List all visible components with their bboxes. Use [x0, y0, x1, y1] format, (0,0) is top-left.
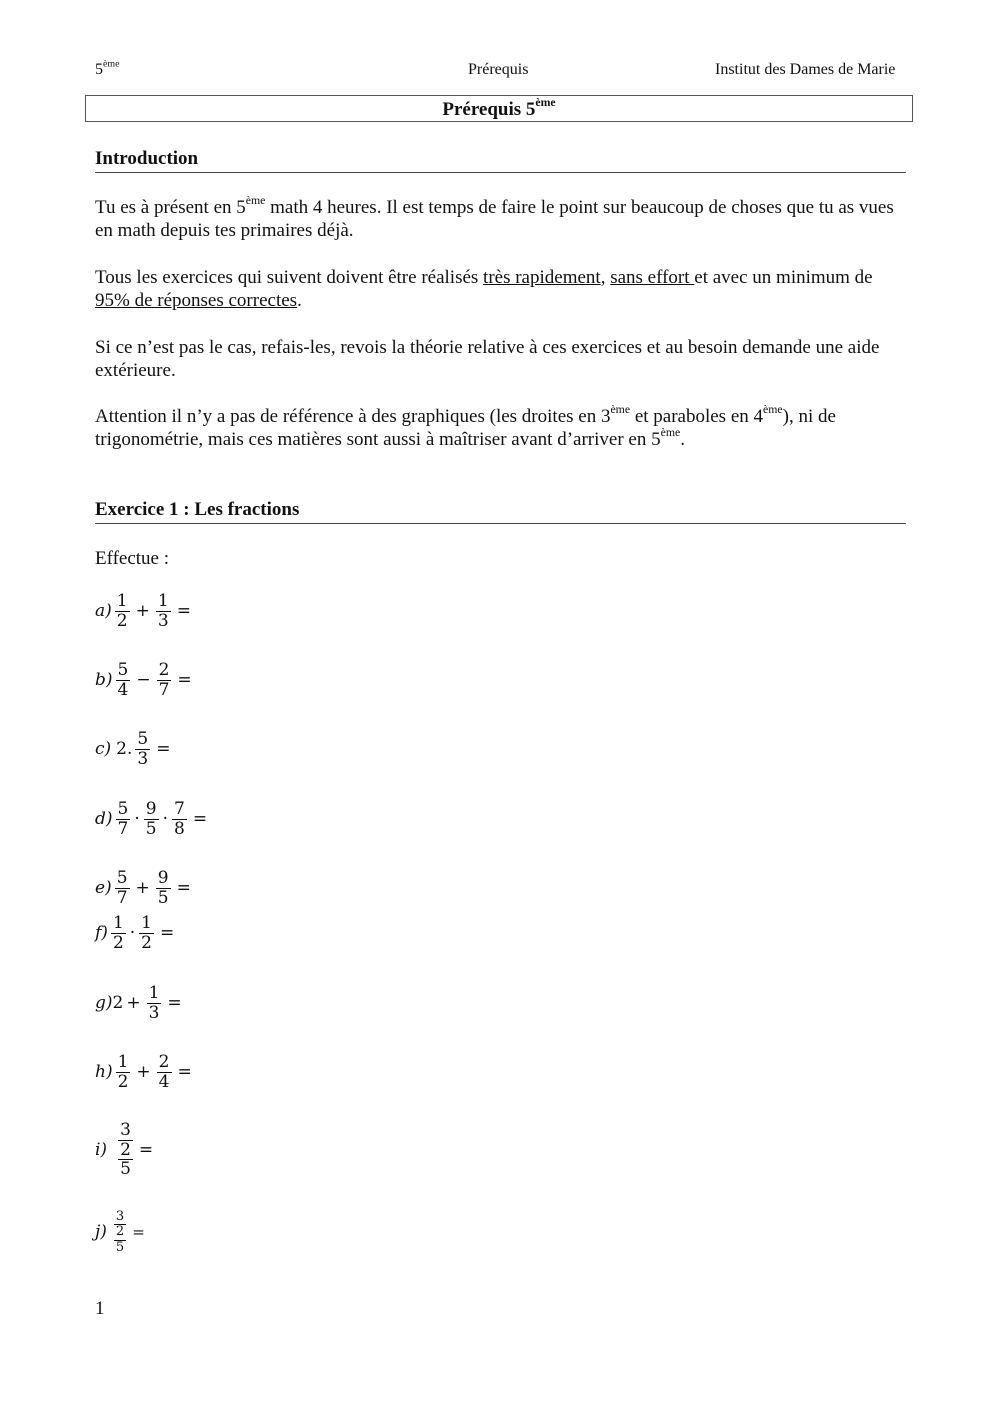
- numerator: 2: [158, 1052, 170, 1072]
- denominator: 2: [120, 1139, 131, 1160]
- item-label: i): [95, 1140, 108, 1161]
- equals-sign: =: [138, 1140, 154, 1161]
- equals-sign: =: [160, 923, 175, 944]
- operator: ·: [162, 809, 168, 830]
- fraction: [172, 800, 187, 838]
- operator: −: [136, 670, 151, 691]
- numerator: 1: [116, 591, 128, 611]
- item-label: g): [95, 993, 113, 1014]
- numerator: 5: [117, 799, 129, 819]
- item-label: b): [95, 670, 113, 691]
- denominator: 5: [145, 818, 157, 839]
- p4-sup-3: ème: [660, 426, 681, 440]
- item-label: a): [95, 601, 112, 622]
- page-number: 1: [95, 1298, 105, 1319]
- header-center: Prérequis: [468, 61, 529, 78]
- whole-number: 2.: [116, 739, 133, 760]
- intro-paragraph-3: Si ce n’est pas le cas, refais-les, revois la théorie relative à ces exercices et au besoin demande une aide extérieure.: [95, 337, 880, 381]
- exercise-item-f: [95, 914, 177, 952]
- equals-sign: =: [177, 1062, 192, 1083]
- header-level: [95, 58, 120, 79]
- header-right: Institut des Dames de Marie: [715, 61, 896, 78]
- item-label: f): [95, 923, 108, 944]
- p1-sup: ème: [245, 194, 266, 208]
- denominator: 2: [112, 932, 124, 953]
- p4-sup-1: ème: [610, 403, 631, 417]
- numerator: 7: [173, 799, 185, 819]
- operator: ·: [129, 923, 136, 944]
- fraction: [144, 800, 159, 838]
- p1-text-b: math 4 heures. Il est temps de faire le point sur beaucoup de choses que tu as vues en math depuis tes primaires déjà.: [95, 197, 894, 241]
- intro-paragraph-1: [95, 196, 910, 242]
- equals-sign: =: [176, 601, 191, 622]
- fraction: [139, 914, 154, 952]
- p2-text-b: ,: [600, 267, 611, 288]
- fraction: [115, 869, 130, 907]
- item-label: e): [95, 878, 112, 899]
- denominator: 3: [148, 1002, 160, 1023]
- denominator: 2: [116, 610, 128, 631]
- intro-heading: Introduction: [95, 148, 906, 173]
- exercise-item-c: [95, 730, 173, 768]
- intro-paragraph-4: [95, 405, 910, 451]
- denominator: 4: [158, 1071, 170, 1092]
- denominator: 8: [173, 818, 185, 839]
- operator: +: [135, 878, 150, 899]
- exercise-item-j: [95, 1210, 148, 1255]
- equals-sign: =: [156, 739, 171, 760]
- operator: +: [135, 601, 150, 622]
- p2-underline-2: sans effort: [610, 267, 695, 288]
- exercise-item-b: [95, 661, 195, 699]
- equals-sign: =: [132, 1223, 145, 1242]
- outer-denominator: 5: [120, 1159, 131, 1180]
- numerator: 1: [117, 1052, 129, 1072]
- header-level-number: 5: [95, 61, 103, 78]
- operator: +: [136, 1062, 151, 1083]
- equals-sign: =: [192, 809, 208, 830]
- numerator: 3: [120, 1120, 131, 1140]
- item-label: c): [95, 739, 112, 760]
- fraction: [135, 730, 150, 768]
- exercise-1-heading: Exercice 1 : Les fractions: [95, 499, 906, 524]
- denominator: 3: [137, 748, 149, 769]
- denominator: 7: [116, 887, 128, 908]
- exercise-item-d: [95, 800, 210, 838]
- numerator: 9: [157, 868, 169, 888]
- denominator: 2: [115, 1224, 125, 1240]
- item-label: h): [95, 1062, 113, 1083]
- numerator: 5: [117, 660, 129, 680]
- denominator: 3: [157, 610, 169, 631]
- page-title: [85, 95, 913, 122]
- intro-paragraph-2: [95, 266, 910, 312]
- fraction: [157, 1053, 172, 1091]
- p2-underline-3: 95% de réponses correctes: [95, 290, 298, 311]
- item-label: d): [95, 809, 113, 830]
- equals-sign: =: [176, 878, 191, 899]
- p2-text-a: Tous les exercices qui suivent doivent être réalisés: [95, 267, 484, 288]
- exercise-item-g: [95, 984, 185, 1022]
- operator: ·: [134, 809, 140, 830]
- fraction: [116, 800, 131, 838]
- p2-underline-1: très rapidement: [483, 267, 601, 288]
- p4-sup-2: ème: [763, 403, 783, 417]
- denominator: 2: [117, 1071, 129, 1092]
- header-level-sup: ème: [103, 58, 120, 70]
- compound-fraction: [114, 1210, 126, 1255]
- numerator: 1: [112, 913, 124, 933]
- fraction: [116, 661, 131, 699]
- operator: +: [126, 993, 141, 1014]
- denominator: 4: [117, 679, 129, 700]
- compound-fraction: [118, 1121, 133, 1179]
- fraction: [111, 914, 126, 952]
- numerator: 1: [141, 913, 152, 933]
- denominator: 7: [117, 818, 129, 839]
- numerator: 3: [115, 1209, 125, 1224]
- p2-text-d: .: [297, 290, 302, 311]
- exercise-1-instruction: Effectue :: [95, 548, 170, 569]
- equals-sign: =: [177, 670, 192, 691]
- equals-sign: =: [167, 993, 182, 1014]
- item-label: j): [95, 1222, 107, 1243]
- p1-text-a: Tu es à présent en 5: [95, 197, 246, 218]
- fraction: [156, 592, 171, 630]
- numerator: 1: [148, 983, 160, 1003]
- exercise-item-h: [95, 1053, 195, 1091]
- denominator: 7: [158, 679, 170, 700]
- fraction: [156, 869, 171, 907]
- exercise-item-i: [95, 1121, 156, 1179]
- whole-number: 2: [112, 993, 124, 1014]
- p4-text-d: .: [680, 429, 685, 450]
- numerator: 5: [137, 729, 149, 749]
- page-title-text: Prérequis 5: [442, 99, 536, 120]
- outer-denominator: 5: [115, 1239, 125, 1255]
- denominator: 2: [141, 932, 152, 953]
- p4-text-c: ), ni de trigonométrie, mais ces matières sont aussi à maîtriser avant d’arriver en 5: [95, 406, 836, 450]
- p4-text-a: Attention il n’y a pas de référence à des graphiques (les droites en 3: [95, 406, 611, 427]
- p4-text-b: et paraboles en 4: [630, 406, 764, 427]
- numerator: 9: [145, 799, 157, 819]
- numerator: 2: [158, 660, 170, 680]
- fraction: [115, 592, 130, 630]
- exercise-item-e: [95, 869, 194, 907]
- numerator: 5: [116, 868, 128, 888]
- exercise-item-a: [95, 592, 194, 630]
- fraction: [147, 984, 162, 1022]
- fraction: [116, 1053, 131, 1091]
- fraction: [157, 661, 172, 699]
- page-title-sup: ème: [535, 96, 556, 110]
- p2-text-c: et avec un minimum de: [694, 267, 873, 288]
- numerator: 1: [157, 591, 169, 611]
- denominator: 5: [157, 887, 169, 908]
